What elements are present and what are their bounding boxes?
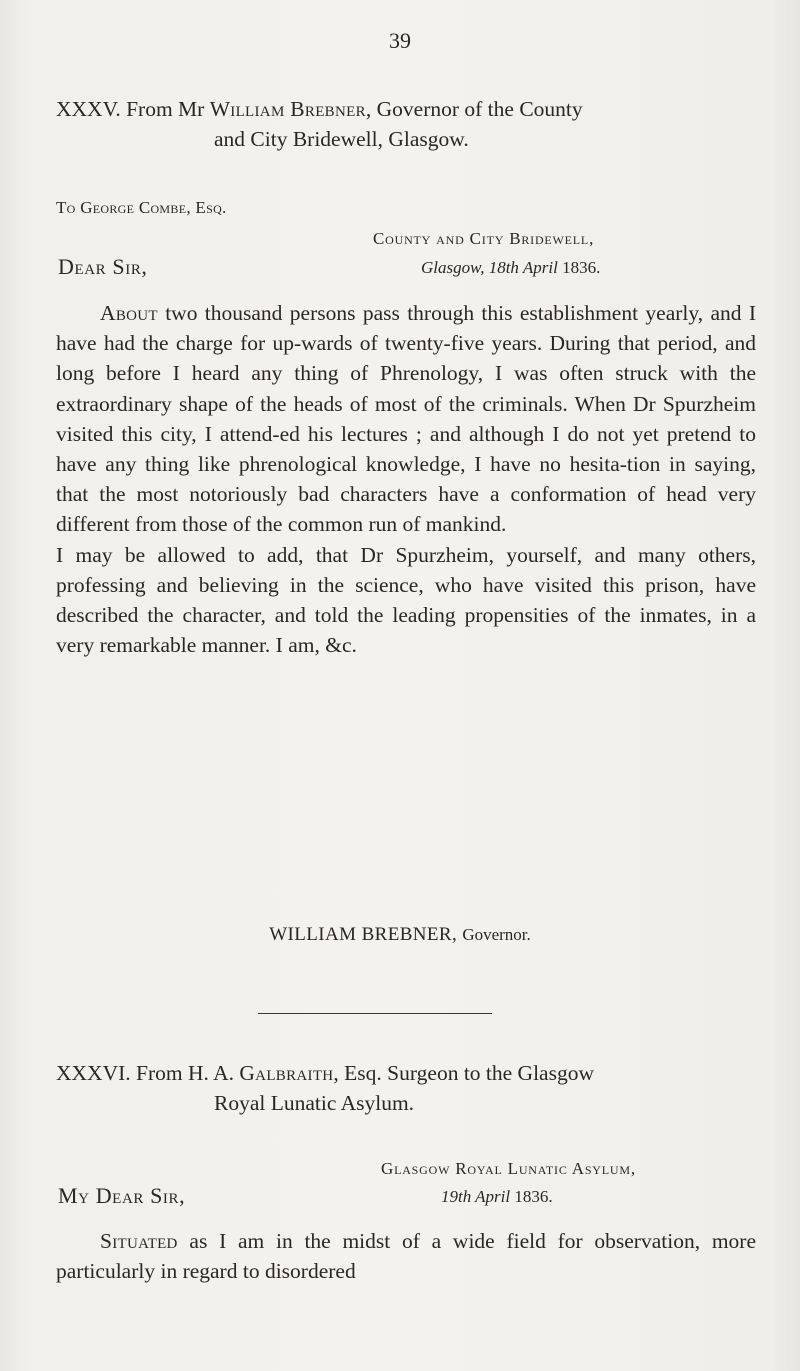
letter-35-date: Glasgow, 18th April 1836. bbox=[421, 258, 601, 277]
letter-36-salutation: My Dear Sir, bbox=[58, 1183, 186, 1208]
letter-36-body bbox=[56, 1226, 756, 1286]
letter-35-body bbox=[56, 298, 756, 660]
section-divider bbox=[258, 1013, 492, 1014]
letter-35-heading: XXXV. From Mr William Brebner, Governor of the County and City Bridewell, Glasgow. bbox=[56, 97, 583, 151]
paragraph: About two thousand persons pass through this establishment yearly, and I have had the charge for up-wards of twenty-five years. During that period, and long before I heard any thing of Phrenology, I was often struck with the extraordinary shape of the heads of most of the criminals. When Dr Spurzheim visited this city, I attend-ed his lectures ; and although I do not yet pretend to have any thing like phrenological knowledge, I have no hesita-tion in saying, that the most notoriously bad characters have a conformation of head very different from those of the common run of mankind. bbox=[56, 301, 756, 537]
page-number: 39 bbox=[389, 28, 411, 53]
signature: WILLIAM BREBNER, Governor. bbox=[269, 924, 531, 945]
letter-36-date: 19th April 1836. bbox=[441, 1187, 553, 1206]
letter-35-salutation: Dear Sir, bbox=[58, 254, 148, 279]
author-name: Galbraith bbox=[239, 1061, 334, 1085]
letter-36-heading: XXXVI. From H. A. Galbraith, Esq. Surgeon to the Glasgow Royal Lunatic Asylum. bbox=[56, 1061, 594, 1115]
author-name: William Brebner bbox=[209, 97, 366, 121]
letter-35-place: County and City Bridewell, bbox=[373, 229, 595, 248]
paragraph: Situated as I am in the midst of a wide field for observation, more particularly in regard to disordered bbox=[56, 1229, 756, 1284]
letter-36-place: Glasgow Royal Lunatic Asylum, bbox=[381, 1159, 636, 1178]
addressee: To George Combe, Esq. bbox=[56, 198, 227, 217]
paragraph: I may be allowed to add, that Dr Spurzheim, yourself, and many others, professing and believing in the science, who have visited this prison, have described the character, and told the leading propensities of the inmates, in a very remarkable manner. I am, &c. bbox=[56, 542, 756, 658]
